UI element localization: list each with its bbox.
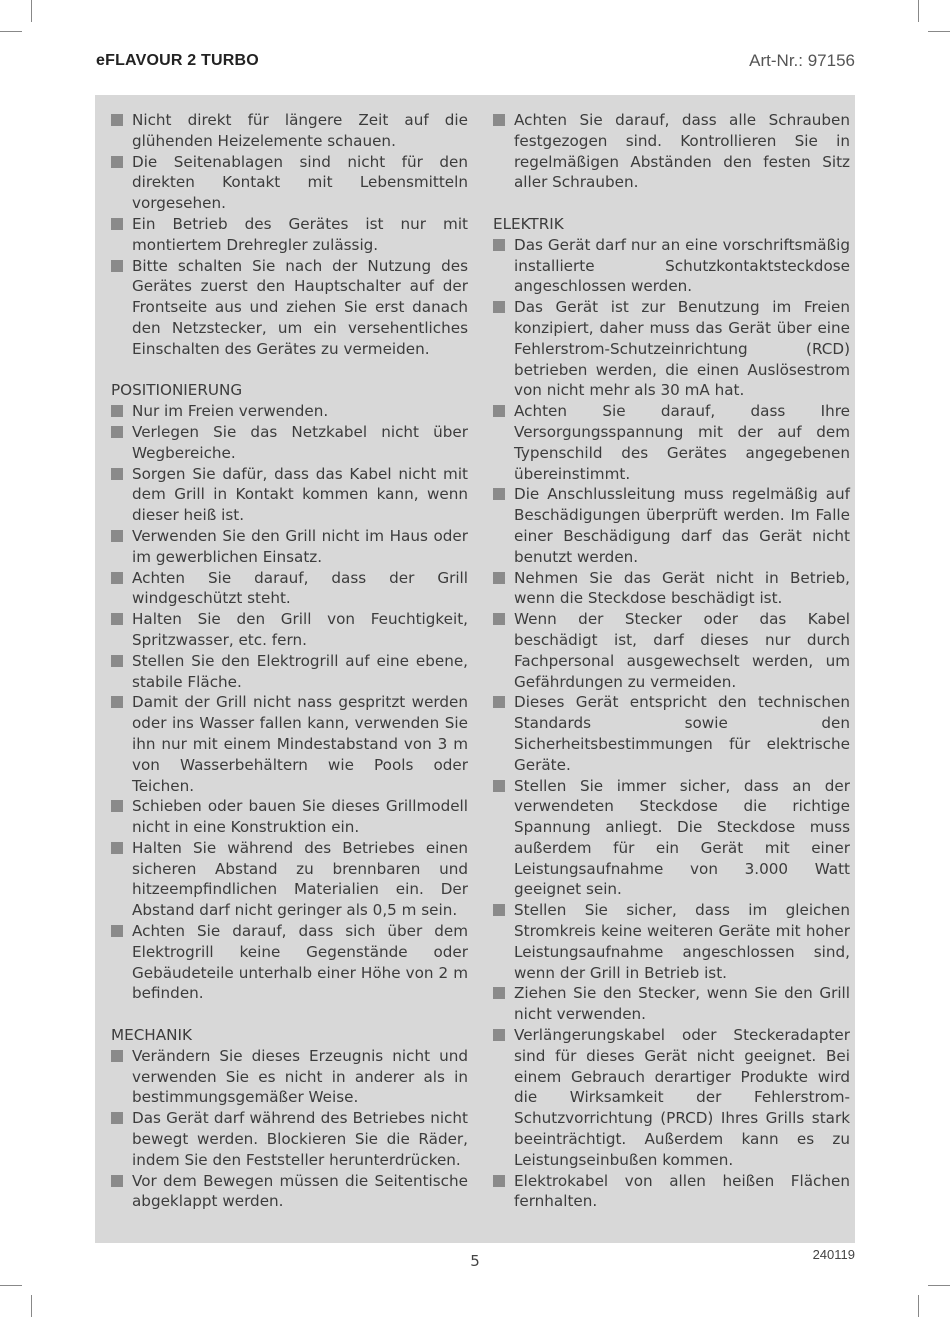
square-bullet-icon	[111, 1112, 123, 1124]
product-title: eFLAVOUR 2 TURBO	[96, 52, 259, 69]
square-bullet-icon	[111, 260, 123, 272]
crop-mark	[0, 1285, 22, 1286]
square-bullet-icon	[111, 468, 123, 480]
list-item	[493, 1025, 850, 1171]
list-item-text: Achten Sie darauf, dass alle Schrauben festgezogen sind. Kontrollieren Sie in regelmäßigen Abständen den festen Sitz aller Schrauben.	[514, 111, 850, 192]
square-bullet-icon	[111, 800, 123, 812]
square-bullet-icon	[111, 613, 123, 625]
list-item-text: Elektrokabel von allen heißen Flächen fernhalten.	[514, 1171, 850, 1211]
list-item-text: Damit der Grill nicht nass gespritzt werden oder ins Wasser fallen kann, verwenden Sie ihn nur mit einem Mindestabstand von 3 m von Wasserbehältern wie Pools oder Teichen.	[132, 693, 468, 795]
square-bullet-icon	[493, 987, 505, 999]
square-bullet-icon	[111, 426, 123, 438]
list-item	[493, 776, 850, 901]
list-item-text: Halten Sie den Grill von Feuchtigkeit, Spritzwasser, etc. fern.	[132, 610, 468, 649]
article-number: Art-Nr.: 97156	[749, 51, 855, 70]
crop-mark	[918, 0, 919, 22]
square-bullet-icon	[111, 1050, 123, 1062]
crop-mark	[0, 31, 22, 32]
list-item	[111, 692, 468, 796]
list-item-text: Das Gerät darf während des Betriebes nicht bewegt werden. Blockieren Sie die Räder, indem Sie den Feststeller herunterdrücken.	[132, 1109, 468, 1169]
list-item-text: Das Gerät ist zur Benutzung im Freien konzipiert, daher muss das Gerät über eine Fehlerstrom-Schutzeinrichtung (RCD) betrieben werden, die einen Auslösestrom von nicht mehr als 30 mA hat.	[514, 298, 850, 400]
list-item-text: Sorgen Sie dafür, dass das Kabel nicht mit dem Grill in Kontakt kommen kann, wenn dieser heiß ist.	[132, 464, 468, 525]
positioning-heading: POSITIONIERUNG	[111, 381, 243, 400]
list-item	[111, 568, 468, 610]
list-item	[111, 1171, 468, 1213]
list-item	[493, 568, 850, 610]
list-item	[493, 1171, 850, 1213]
page-number: 5	[470, 1252, 480, 1270]
square-bullet-icon	[111, 842, 123, 854]
crop-mark	[31, 0, 32, 22]
list-item-text: Stellen Sie sicher, dass im gleichen Stromkreis keine weiteren Geräte mit hoher Leistungsaufnahme angeschlossen sind, wenn der Grill in Betrieb ist.	[514, 901, 850, 982]
square-bullet-icon	[493, 572, 505, 584]
list-item-text: Verlegen Sie das Netzkabel nicht über Wegbereiche.	[132, 422, 468, 462]
square-bullet-icon	[493, 613, 505, 625]
list-item	[111, 1046, 468, 1108]
list-item-text: Nehmen Sie das Gerät nicht in Betrieb, wenn die Steckdose beschädigt ist.	[514, 568, 850, 608]
square-bullet-icon	[111, 1175, 123, 1187]
list-item	[111, 526, 468, 568]
positioning-list	[111, 401, 468, 1004]
list-item-text: Nicht direkt für längere Zeit auf die glühenden Heizelemente schauen.	[132, 111, 468, 150]
mechanics-list	[111, 1046, 468, 1212]
list-item-text: Achten Sie darauf, dass der Grill windgeschützt steht.	[132, 568, 468, 608]
list-item	[111, 609, 468, 651]
list-item	[493, 235, 850, 297]
list-item-text: Nur im Freien verwenden.	[132, 402, 329, 421]
list-item	[111, 921, 468, 1004]
square-bullet-icon	[111, 156, 123, 168]
square-bullet-icon	[111, 405, 123, 417]
list-item	[111, 110, 468, 152]
list-item-text: Vor dem Bewegen müssen die Seitentische abgeklappt werden.	[132, 1171, 468, 1211]
square-bullet-icon	[493, 1175, 505, 1187]
square-bullet-icon	[493, 301, 505, 313]
list-item-text: Ziehen Sie den Stecker, wenn Sie den Grill nicht verwenden.	[514, 984, 850, 1024]
list-item-text: Schieben oder bauen Sie dieses Grillmodell nicht in eine Konstruktion ein.	[132, 797, 468, 837]
list-item	[111, 401, 468, 422]
list-item-text: Dieses Gerät entspricht den technischen Standards sowie den Sicherheitsbestimmungen für elektrische Geräte.	[514, 693, 850, 774]
list-item-text: Wenn der Stecker oder das Kabel beschädigt ist, darf dieses nur durch Fachpersonal ausgewechselt werden, um Gefährdungen zu vermeiden.	[514, 610, 850, 691]
list-item	[111, 838, 468, 921]
square-bullet-icon	[493, 904, 505, 916]
list-item-text: Stellen Sie den Elektrogrill auf eine ebene, stabile Fläche.	[132, 651, 468, 691]
right-column	[493, 110, 850, 1212]
left-column	[111, 110, 468, 1212]
square-bullet-icon	[493, 780, 505, 792]
list-item	[111, 796, 468, 838]
square-bullet-icon	[493, 114, 505, 126]
square-bullet-icon	[493, 488, 505, 500]
crop-mark	[928, 31, 950, 32]
crop-mark	[928, 1285, 950, 1286]
list-item-text: Bitte schalten Sie nach der Nutzung des Gerätes zuerst den Hauptschalter auf der Frontseite aus und ziehen Sie erst danach den Netzstecker, um ein versehentliches Einschalten des Gerätes zu vermeiden.	[132, 256, 468, 358]
list-item	[493, 484, 850, 567]
list-item	[493, 692, 850, 775]
crop-mark	[918, 1295, 919, 1317]
list-item-text: Achten Sie darauf, dass Ihre Versorgungsspannung mit der auf dem Typenschild des Gerätes angegebenen übereinstimmt.	[514, 402, 850, 483]
list-item	[493, 983, 850, 1025]
square-bullet-icon	[111, 114, 123, 126]
list-item	[111, 214, 468, 256]
list-item	[493, 401, 850, 484]
left-intro-list	[111, 110, 468, 360]
list-item	[111, 651, 468, 693]
list-item	[493, 900, 850, 983]
list-item-text: Die Anschlussleitung muss regelmäßig auf Beschädigungen überprüft werden. Im Falle einer Beschädigung darf das Gerät nicht benutzt werden.	[514, 485, 850, 566]
list-item	[493, 297, 850, 401]
square-bullet-icon	[111, 696, 123, 708]
list-item-text: Das Gerät darf nur an eine vorschriftsmäßig installierte Schutzkontaktsteckdose angeschlossen werden.	[514, 235, 850, 296]
square-bullet-icon	[493, 696, 505, 708]
list-item-text: Halten Sie während des Betriebes einen sicheren Abstand zu brennbaren und hitzeempfindlichen Materialien ein. Der Abstand darf nicht geringer als 0,5 m sein.	[132, 838, 468, 920]
right-intro-list	[493, 110, 850, 193]
crop-mark	[31, 1295, 32, 1317]
list-item	[111, 422, 468, 464]
list-item	[493, 110, 850, 193]
square-bullet-icon	[493, 405, 505, 417]
electrics-heading: ELEKTRIK	[493, 214, 564, 233]
list-item-text: Verändern Sie dieses Erzeugnis nicht und verwenden Sie es nicht in anderer als in bestimmungsgemäßer Weise.	[132, 1046, 468, 1107]
list-item	[111, 464, 468, 526]
list-item	[111, 256, 468, 360]
list-item	[111, 1108, 468, 1170]
list-item-text: Achten Sie darauf, dass sich über dem Elektrogrill keine Gegenstände oder Gebäudeteile unterhalb einer Höhe von 2 m befinden.	[132, 922, 468, 1003]
square-bullet-icon	[111, 530, 123, 542]
square-bullet-icon	[111, 572, 123, 584]
list-item	[493, 609, 850, 692]
list-item-text: Verwenden Sie den Grill nicht im Haus oder im gewerblichen Einsatz.	[132, 526, 468, 566]
electrics-list	[493, 235, 850, 1212]
list-item-text: Verlängerungskabel oder Steckeradapter sind für dieses Gerät nicht geeignet. Bei einem Gebrauch derartiger Produkte wird die Wirksamkeit der Fehlerstrom-Schutzvorrichtung (PRCD) Ihres Grills stark beeinträchtigt. Außerdem kann es zu Leistungseinbußen kommen.	[514, 1026, 850, 1169]
square-bullet-icon	[111, 925, 123, 937]
list-item-text: Ein Betrieb des Gerätes ist nur mit montiertem Drehregler zulässig.	[132, 214, 468, 254]
square-bullet-icon	[493, 239, 505, 251]
list-item-text: Die Seitenablagen sind nicht für den direkten Kontakt mit Lebensmitteln vorgesehen.	[132, 152, 468, 213]
square-bullet-icon	[493, 1029, 505, 1041]
list-item-text: Stellen Sie immer sicher, dass an der verwendeten Steckdose die richtige Spannung anliegt. Die Steckdose muss außerdem für ein Gerät mit einer Leistungsaufnahme von 3.000 Watt geeignet sein.	[514, 776, 850, 899]
date-code: 240119	[812, 1247, 855, 1262]
square-bullet-icon	[111, 655, 123, 667]
list-item	[111, 152, 468, 214]
mechanics-heading: MECHANIK	[111, 1026, 192, 1045]
square-bullet-icon	[111, 218, 123, 230]
